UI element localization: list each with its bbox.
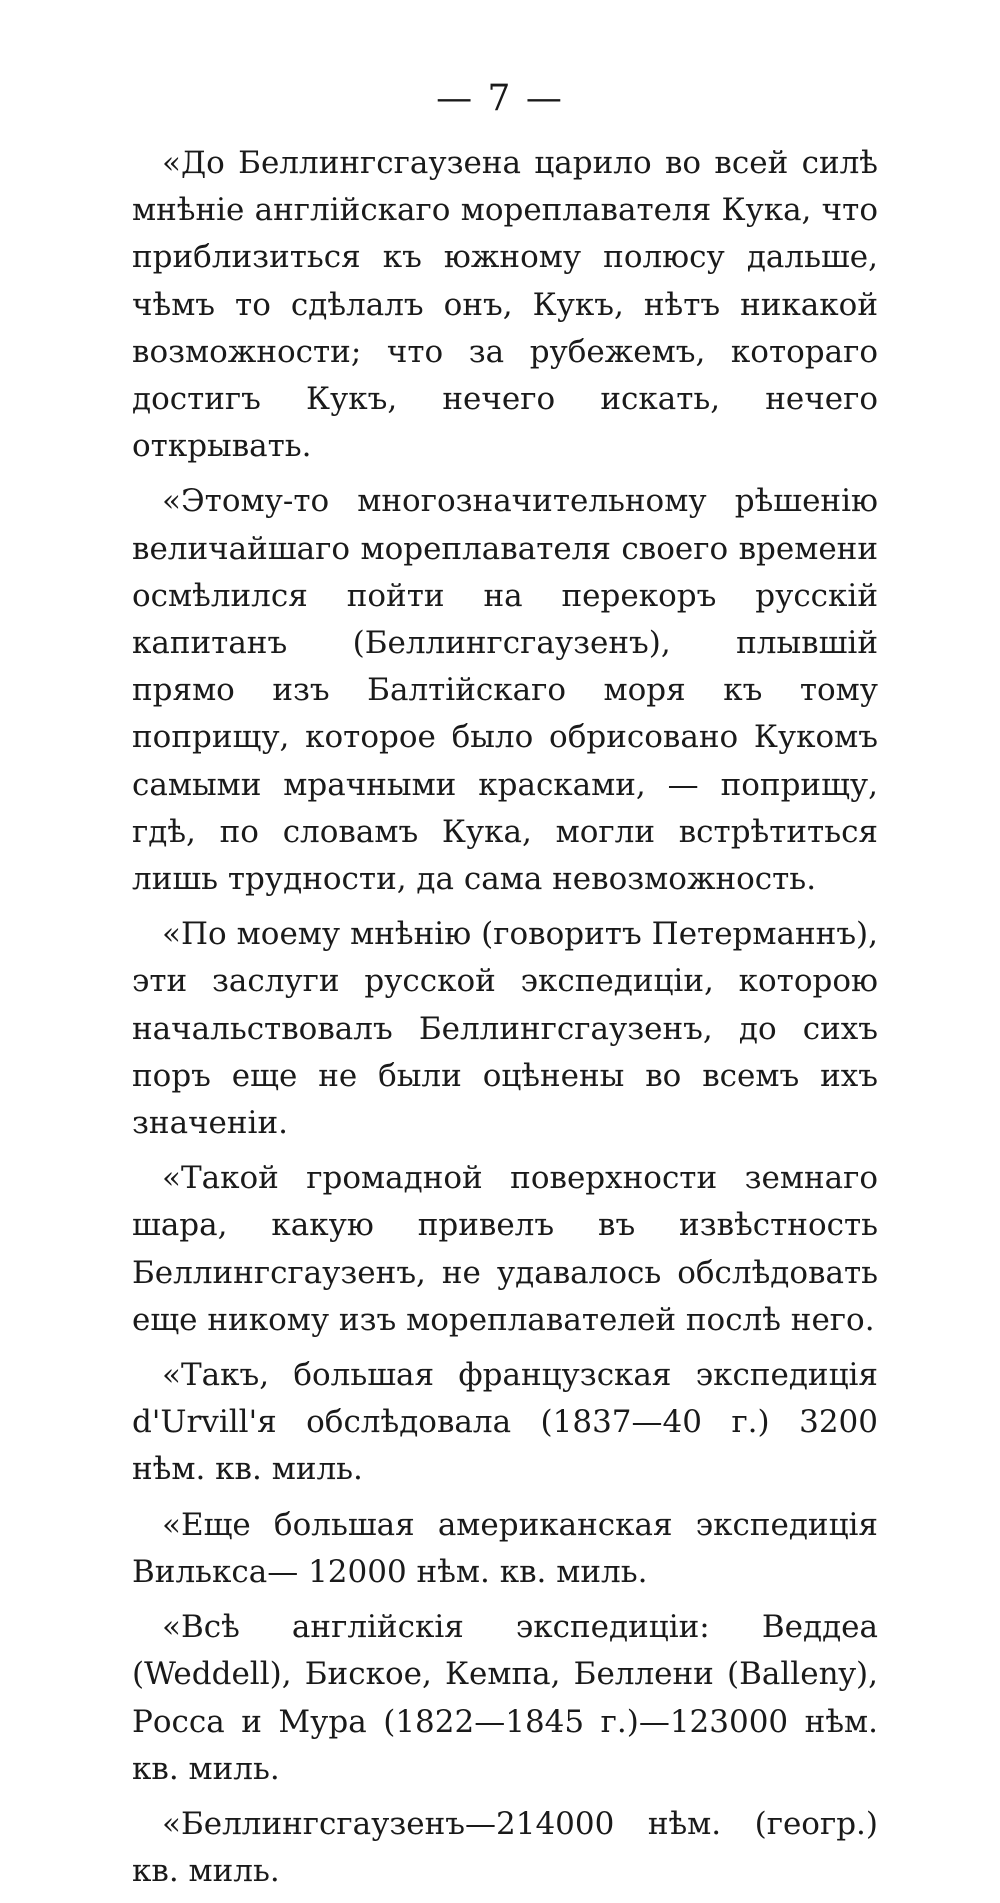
paragraph: «Этому-то многозначительному рѣшенію величайшаго мореплавателя своего времени осмѣлился пойти на перекоръ русскій капитанъ (Беллингсгаузенъ), плывшій прямо изъ Балтійскаго моря къ тому поприщу, которое было обрисовано Кукомъ самыми мрачными красками, — поприщу, гдѣ, по словамъ Кука, могли встрѣтиться лишь трудности, да сама невозможность. xyxy=(132,483,878,898)
body-text xyxy=(132,140,878,1903)
paragraph: «Беллингсгаузенъ—214000 нѣм. (геогр.) кв. миль. xyxy=(132,1805,878,1890)
paragraph: «До Беллингсгаузена царило во всей силѣ мнѣніе англійскаго мореплавателя Кука, что приблизиться къ южному полюсу дальше, чѣмъ то сдѣлалъ онъ, Кукъ, нѣтъ никакой возможности; что за рубежемъ, котораго достигъ Кукъ, нечего искать, нечего открывать. xyxy=(132,145,878,465)
paragraph: «Всѣ англійскія экспедиціи: Веддеа (Weddell), Биское, Кемпа, Беллени (Balleny), Росса и Мура (1822—1845 г.)—123000 нѣм. кв. миль. xyxy=(132,1609,878,1787)
paragraph: «Такой громадной поверхности земнаго шара, какую привелъ въ извѣстность Беллингсгаузенъ, не удавалось обслѣдовать еще никому изъ мореплавателей послѣ него. xyxy=(132,1160,878,1338)
page-number: — 7 — xyxy=(436,78,564,119)
paragraph: «По моему мнѣнію (говоритъ Петерманнъ), эти заслуги русской экспедиціи, которою начальствовалъ Беллингсгаузенъ, до сихъ поръ еще не были оцѣнены во всемъ ихъ значеніи. xyxy=(132,916,878,1142)
paragraph: «Такъ, большая французская экспедиція d'Urvill'я обслѣдовала (1837—40 г.) 3200 нѣм. кв. миль. xyxy=(132,1357,878,1488)
paragraph: «Еще большая американская экспедиція Вилькса— 12000 нѣм. кв. миль. xyxy=(132,1506,878,1590)
